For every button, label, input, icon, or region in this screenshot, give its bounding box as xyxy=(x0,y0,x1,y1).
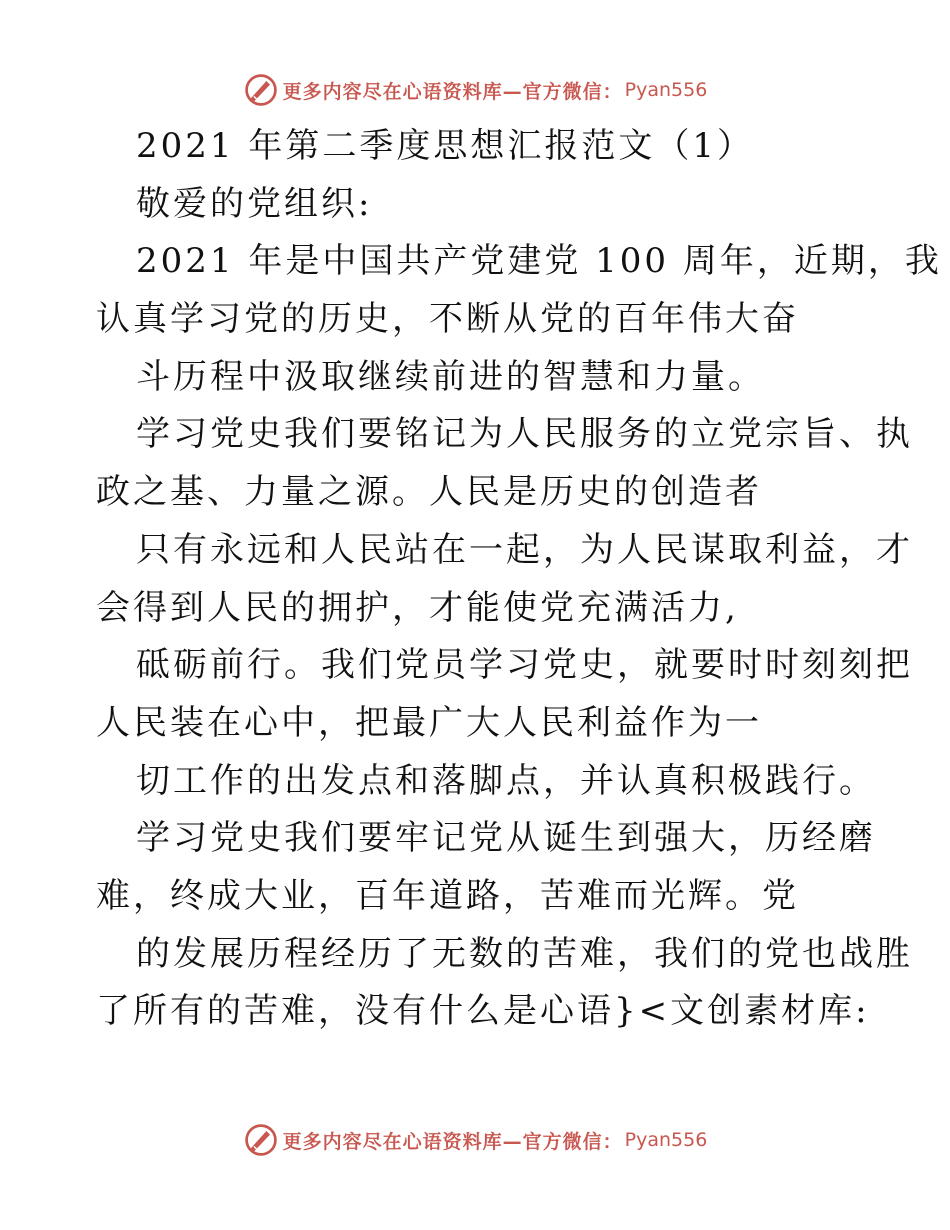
paragraph-line: 会得到人民的拥护，才能使党充满活力, xyxy=(96,587,739,628)
footer-banner xyxy=(0,1120,950,1160)
salutation: 敬爱的党组织: xyxy=(136,183,373,224)
paragraph-line: 学习党史我们要铭记为人民服务的立党宗旨、执 xyxy=(136,414,913,455)
document-body xyxy=(96,118,942,1041)
banner-text: 更多内容尽在心语资料库—官方微信： xyxy=(282,1130,623,1153)
paragraph-line: 的发展历程经历了无数的苦难，我们的党也战胜 xyxy=(136,933,913,974)
paragraph-line: 人民装在心中，把最广大人民利益作为一 xyxy=(96,702,762,743)
paragraph-line: 2021 年是中国共产党建党 100 周年，近期，我 xyxy=(136,241,942,282)
paragraph-line: 认真学习党的历史，不断从党的百年伟大奋 xyxy=(96,299,799,340)
header-banner xyxy=(0,70,950,110)
paragraph-line: 了所有的苦难，没有什么是心语}<文创素材库: xyxy=(96,991,870,1032)
pen-circle-logo-icon xyxy=(243,1122,279,1158)
paragraph-line: 砥砺前行。我们党员学习党史，就要时时刻刻把 xyxy=(136,645,913,686)
paragraph-line: 政之基、力量之源。人民是历史的创造者 xyxy=(96,472,762,513)
paragraph-line: 只有永远和人民站在一起，为人民谋取利益，才 xyxy=(136,529,913,570)
paragraph-line: 斗历程中汲取继续前进的智慧和力量。 xyxy=(136,356,765,397)
paragraph-line: 学习党史我们要牢记党从诞生到强大，历经磨 xyxy=(136,818,876,859)
document-title: 2021 年第二季度思想汇报范文（1） xyxy=(136,126,754,166)
banner-wechat-id: Pyan556 xyxy=(624,1129,708,1151)
banner-text: 更多内容尽在心语资料库—官方微信： xyxy=(282,80,623,103)
pen-circle-logo-icon xyxy=(243,72,279,108)
paragraph-line: 难，终成大业，百年道路，苦难而光辉。党 xyxy=(96,875,799,916)
paragraph-line: 切工作的出发点和落脚点，并认真积极践行。 xyxy=(136,760,876,801)
banner-wechat-id: Pyan556 xyxy=(624,79,708,101)
